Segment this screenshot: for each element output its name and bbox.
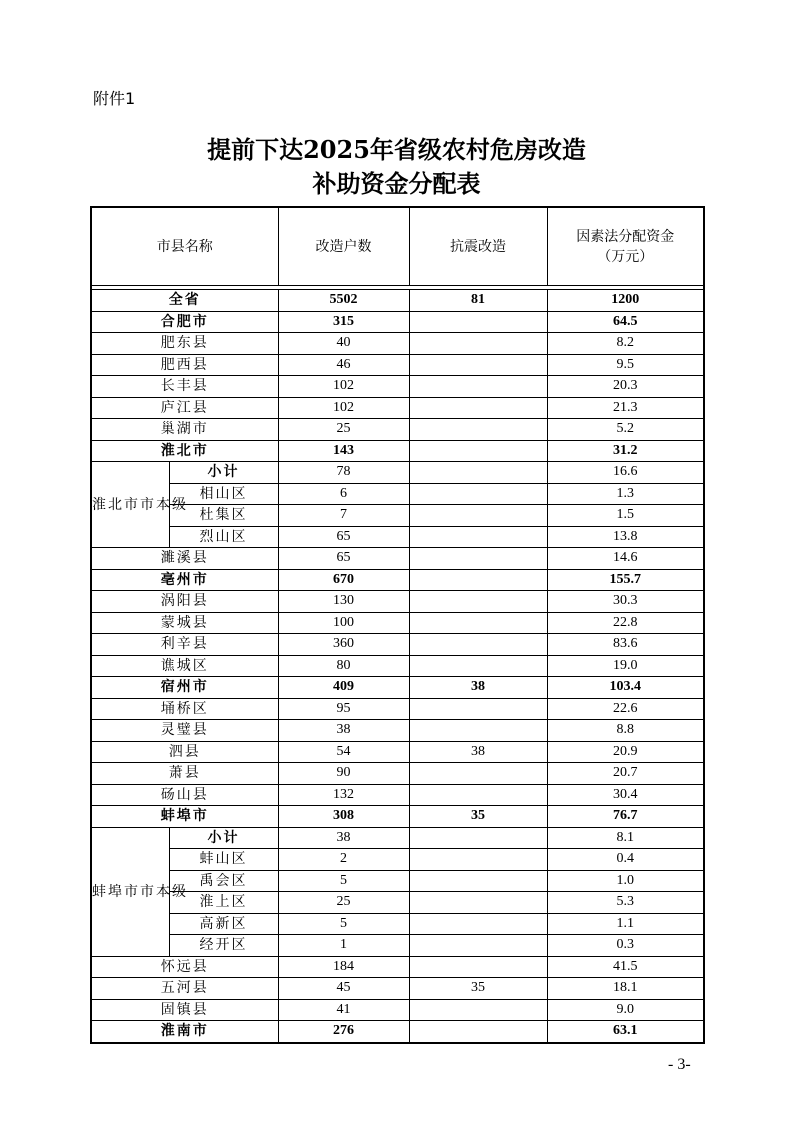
row-name: 经开区 xyxy=(169,935,278,957)
row-funds: 20.3 xyxy=(547,376,704,398)
row-name: 蚌埠市 xyxy=(91,806,278,828)
row-name: 高新区 xyxy=(169,913,278,935)
row-funds: 63.1 xyxy=(547,1021,704,1043)
header-funds-line2: （万元） xyxy=(597,248,654,265)
row-name: 亳州市 xyxy=(91,569,278,591)
row-name: 烈山区 xyxy=(169,526,278,548)
table-row xyxy=(91,612,704,634)
row-seismic xyxy=(409,397,547,419)
table-row xyxy=(91,999,704,1021)
table-row-total xyxy=(91,290,704,312)
attachment-label: 附件1 xyxy=(93,89,136,108)
table-row xyxy=(91,397,704,419)
row-seismic xyxy=(409,827,547,849)
table-row xyxy=(91,440,704,462)
table-row xyxy=(91,784,704,806)
row-seismic xyxy=(409,698,547,720)
table-row xyxy=(91,462,704,484)
row-seismic: 35 xyxy=(409,806,547,828)
row-households: 40 xyxy=(278,333,409,355)
header-funds-line1: 因素法分配资金 xyxy=(576,228,675,245)
row-seismic xyxy=(409,548,547,570)
row-households: 2 xyxy=(278,849,409,871)
row-households: 38 xyxy=(278,720,409,742)
row-name: 谯城区 xyxy=(91,655,278,677)
row-funds: 22.6 xyxy=(547,698,704,720)
row-funds: 0.4 xyxy=(547,849,704,871)
row-name: 相山区 xyxy=(169,483,278,505)
row-funds: 1200 xyxy=(547,290,704,312)
row-funds: 20.9 xyxy=(547,741,704,763)
row-name: 怀远县 xyxy=(91,956,278,978)
row-name: 泗县 xyxy=(91,741,278,763)
row-name: 蒙城县 xyxy=(91,612,278,634)
row-seismic xyxy=(409,483,547,505)
row-funds: 9.0 xyxy=(547,999,704,1021)
row-households: 315 xyxy=(278,311,409,333)
row-funds: 21.3 xyxy=(547,397,704,419)
row-funds: 41.5 xyxy=(547,956,704,978)
row-name: 宿州市 xyxy=(91,677,278,699)
row-funds: 30.3 xyxy=(547,591,704,613)
row-seismic xyxy=(409,892,547,914)
table-row xyxy=(91,763,704,785)
row-households: 102 xyxy=(278,376,409,398)
row-funds: 19.0 xyxy=(547,655,704,677)
row-seismic xyxy=(409,591,547,613)
row-households: 38 xyxy=(278,827,409,849)
group-label: 蚌埠市市本级 xyxy=(91,827,169,956)
table-body xyxy=(91,286,704,1043)
row-seismic xyxy=(409,526,547,548)
table-row xyxy=(91,376,704,398)
row-seismic xyxy=(409,376,547,398)
row-seismic xyxy=(409,935,547,957)
row-seismic xyxy=(409,1021,547,1043)
row-funds: 5.3 xyxy=(547,892,704,914)
row-households: 184 xyxy=(278,956,409,978)
row-name: 固镇县 xyxy=(91,999,278,1021)
row-funds: 8.8 xyxy=(547,720,704,742)
row-seismic xyxy=(409,333,547,355)
row-households: 102 xyxy=(278,397,409,419)
row-seismic: 81 xyxy=(409,290,547,312)
row-households: 143 xyxy=(278,440,409,462)
row-name: 灵璧县 xyxy=(91,720,278,742)
row-name: 砀山县 xyxy=(91,784,278,806)
row-seismic: 35 xyxy=(409,978,547,1000)
row-name: 利辛县 xyxy=(91,634,278,656)
row-seismic xyxy=(409,849,547,871)
table-row xyxy=(91,419,704,441)
table-row xyxy=(91,849,704,871)
row-funds: 1.0 xyxy=(547,870,704,892)
header-funds xyxy=(547,207,704,286)
row-name: 肥东县 xyxy=(91,333,278,355)
row-households: 276 xyxy=(278,1021,409,1043)
row-funds: 13.8 xyxy=(547,526,704,548)
row-funds: 31.2 xyxy=(547,440,704,462)
row-seismic: 38 xyxy=(409,677,547,699)
row-name: 濉溪县 xyxy=(91,548,278,570)
row-seismic xyxy=(409,569,547,591)
header-name: 市县名称 xyxy=(91,207,278,286)
table-row xyxy=(91,311,704,333)
table-row xyxy=(91,354,704,376)
row-funds: 1.1 xyxy=(547,913,704,935)
row-households: 6 xyxy=(278,483,409,505)
row-households: 1 xyxy=(278,935,409,957)
row-households: 95 xyxy=(278,698,409,720)
row-seismic xyxy=(409,462,547,484)
row-households: 5 xyxy=(278,913,409,935)
row-households: 360 xyxy=(278,634,409,656)
row-funds: 8.1 xyxy=(547,827,704,849)
row-households: 5 xyxy=(278,870,409,892)
row-households: 45 xyxy=(278,978,409,1000)
table-row xyxy=(91,634,704,656)
table-row xyxy=(91,827,704,849)
table-row xyxy=(91,720,704,742)
row-name: 淮上区 xyxy=(169,892,278,914)
row-funds: 9.5 xyxy=(547,354,704,376)
row-households: 41 xyxy=(278,999,409,1021)
table-row xyxy=(91,978,704,1000)
row-funds: 18.1 xyxy=(547,978,704,1000)
row-households: 25 xyxy=(278,892,409,914)
table-row xyxy=(91,655,704,677)
row-households: 65 xyxy=(278,526,409,548)
row-name: 埇桥区 xyxy=(91,698,278,720)
row-households: 7 xyxy=(278,505,409,527)
row-seismic xyxy=(409,612,547,634)
row-name: 杜集区 xyxy=(169,505,278,527)
page-title-line1: 提前下达2025年省级农村危房改造 xyxy=(207,135,586,164)
row-seismic xyxy=(409,440,547,462)
row-households: 132 xyxy=(278,784,409,806)
row-funds: 76.7 xyxy=(547,806,704,828)
row-name: 蚌山区 xyxy=(169,849,278,871)
row-seismic xyxy=(409,999,547,1021)
row-households: 54 xyxy=(278,741,409,763)
row-funds: 1.5 xyxy=(547,505,704,527)
row-name: 小计 xyxy=(169,827,278,849)
row-funds: 8.2 xyxy=(547,333,704,355)
row-seismic xyxy=(409,763,547,785)
row-name: 萧县 xyxy=(91,763,278,785)
table-row xyxy=(91,698,704,720)
page-title-line2: 补助资金分配表 xyxy=(312,169,481,198)
row-seismic xyxy=(409,720,547,742)
row-name: 涡阳县 xyxy=(91,591,278,613)
row-households: 90 xyxy=(278,763,409,785)
row-name: 禹会区 xyxy=(169,870,278,892)
row-name: 合肥市 xyxy=(91,311,278,333)
row-seismic xyxy=(409,913,547,935)
row-name: 长丰县 xyxy=(91,376,278,398)
row-name: 五河县 xyxy=(91,978,278,1000)
row-households: 5502 xyxy=(278,290,409,312)
row-funds: 20.7 xyxy=(547,763,704,785)
row-households: 80 xyxy=(278,655,409,677)
row-seismic xyxy=(409,956,547,978)
row-households: 46 xyxy=(278,354,409,376)
row-funds: 83.6 xyxy=(547,634,704,656)
page-number: - 3- xyxy=(668,1056,691,1073)
table-row xyxy=(91,1021,704,1043)
row-funds: 64.5 xyxy=(547,311,704,333)
row-name: 淮南市 xyxy=(91,1021,278,1043)
row-funds: 22.8 xyxy=(547,612,704,634)
row-seismic xyxy=(409,784,547,806)
table-row xyxy=(91,741,704,763)
row-seismic xyxy=(409,634,547,656)
row-name: 全省 xyxy=(91,290,278,312)
allocation-table xyxy=(90,206,705,1044)
row-seismic xyxy=(409,870,547,892)
table-row xyxy=(91,569,704,591)
row-name: 肥西县 xyxy=(91,354,278,376)
row-funds: 5.2 xyxy=(547,419,704,441)
table-row xyxy=(91,956,704,978)
table-row xyxy=(91,548,704,570)
row-funds: 0.3 xyxy=(547,935,704,957)
row-funds: 155.7 xyxy=(547,569,704,591)
row-households: 130 xyxy=(278,591,409,613)
row-funds: 16.6 xyxy=(547,462,704,484)
table-row xyxy=(91,677,704,699)
row-seismic xyxy=(409,505,547,527)
row-funds: 30.4 xyxy=(547,784,704,806)
table-row xyxy=(91,333,704,355)
table-row xyxy=(91,913,704,935)
table-row xyxy=(91,591,704,613)
row-funds: 14.6 xyxy=(547,548,704,570)
table-row xyxy=(91,806,704,828)
row-households: 670 xyxy=(278,569,409,591)
row-name: 庐江县 xyxy=(91,397,278,419)
row-households: 65 xyxy=(278,548,409,570)
row-funds: 103.4 xyxy=(547,677,704,699)
row-households: 308 xyxy=(278,806,409,828)
row-households: 100 xyxy=(278,612,409,634)
header-households: 改造户数 xyxy=(278,207,409,286)
table-row xyxy=(91,526,704,548)
row-name: 淮北市 xyxy=(91,440,278,462)
header-seismic: 抗震改造 xyxy=(409,207,547,286)
row-households: 409 xyxy=(278,677,409,699)
row-name: 巢湖市 xyxy=(91,419,278,441)
table-header-row xyxy=(91,207,704,286)
row-funds: 1.3 xyxy=(547,483,704,505)
table-row xyxy=(91,935,704,957)
row-seismic xyxy=(409,354,547,376)
row-seismic xyxy=(409,655,547,677)
row-seismic xyxy=(409,419,547,441)
row-seismic xyxy=(409,311,547,333)
group-label: 淮北市市本级 xyxy=(91,462,169,548)
row-households: 78 xyxy=(278,462,409,484)
row-seismic: 38 xyxy=(409,741,547,763)
row-households: 25 xyxy=(278,419,409,441)
row-name: 小计 xyxy=(169,462,278,484)
